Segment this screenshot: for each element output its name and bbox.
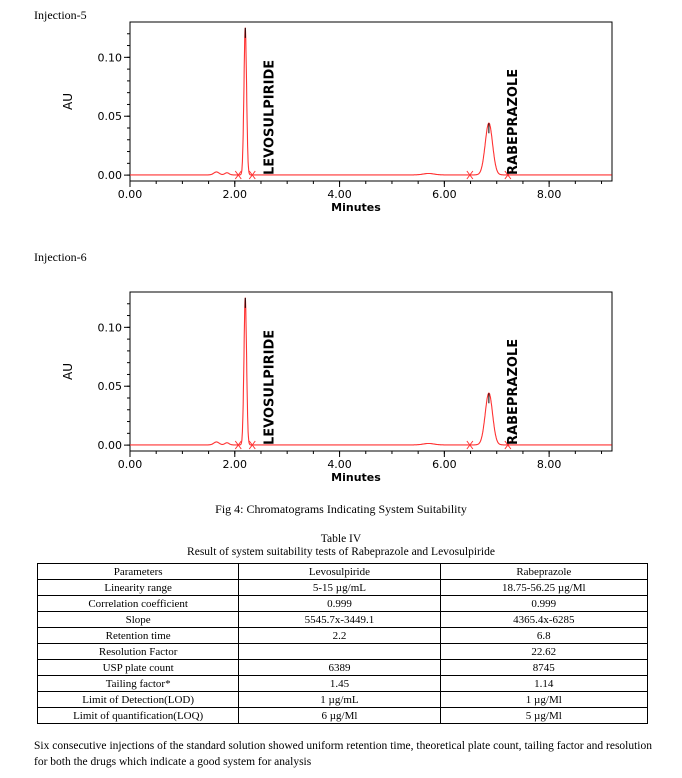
table-cell: Linearity range [38,580,239,596]
chromatogram-injection-6 [0,270,682,500]
table-cell: 8745 [440,660,647,676]
table-cell [239,644,440,660]
y-tick-label: 0.05 [97,110,122,124]
header-levosulpiride: Levosulpiride [239,564,440,580]
table-cell: 22.62 [440,644,647,660]
table-cell: Retention time [38,628,239,644]
system-suitability-table [37,563,648,724]
x-tick-label: 8.00 [536,188,562,201]
y-tick-label: 0.10 [97,321,122,335]
table-row [38,660,648,676]
table-cell: 1.14 [440,676,647,692]
y-tick-label: 0.00 [97,439,122,453]
table-row [38,692,648,708]
table-cell: Resolution Factor [38,644,239,660]
table-cell: 4365.4x-6285 [440,612,647,628]
x-axis-title: Minutes [331,471,381,484]
table-row [38,612,648,628]
y-tick-label: 0.10 [97,51,122,65]
table-header-row [38,564,648,580]
chromatogram-trace [130,298,612,445]
header-rabeprazole: Rabeprazole [440,564,647,580]
chromatogram-injection-5 [0,0,682,230]
table-cell: 0.999 [440,596,647,612]
table-cell: Limit of Detection(LOD) [38,692,239,708]
chromatogram-svg-2 [0,270,682,500]
panel-label-injection-6: Injection-6 [34,250,87,264]
x-axis-title: Minutes [331,201,381,214]
y-axis-title: AU [61,363,75,380]
x-tick-label: 2.00 [222,458,248,471]
table-cell: Tailing factor* [38,676,239,692]
x-tick-label: 6.00 [432,188,457,201]
chromatogram-svg-1 [0,0,682,230]
x-tick-label: 4.00 [327,188,352,201]
table-cell: 5545.7x-3449.1 [239,612,440,628]
table-cell: Limit of quantification(LOQ) [38,708,239,724]
table-cell: Correlation coefficient [38,596,239,612]
chromatogram-trace [130,28,612,175]
peak-label: LEVOSULPIRIDE [262,329,278,445]
table-cell: 6 µg/Ml [239,708,440,724]
figure-caption: Fig 4: Chromatograms Indicating System Suitability [215,502,467,516]
y-tick-label: 0.05 [97,380,122,394]
y-tick-label: 0.00 [97,169,122,183]
table-cell: 1 µg/Ml [440,692,647,708]
x-tick-label: 6.00 [432,458,457,471]
peak-label: RABEPRAZOLE [505,338,521,445]
table-cell: 1.45 [239,676,440,692]
table-cell: 2.2 [239,628,440,644]
header-parameters: Parameters [38,564,239,580]
table-cell: 6.8 [440,628,647,644]
table-cell: 18.75-56.25 µg/Ml [440,580,647,596]
plot-frame [130,292,612,451]
table-cell: 5 µg/Ml [440,708,647,724]
table-row [38,596,648,612]
x-tick-label: 8.00 [536,458,562,471]
peak-label: RABEPRAZOLE [505,68,521,175]
table-row [38,644,648,660]
table-row [38,676,648,692]
table-cell: Slope [38,612,239,628]
table-row [38,580,648,596]
conclusion-paragraph: Six consecutive injections of the standard solution showed uniform retention time, theoretical plate count, tailing factor and resolution for both the drugs which indicate a good system for analysis [34,740,652,768]
table-title: Result of system suitability tests of Rabeprazole and Levosulpiride [187,546,495,558]
table-cell: 6389 [239,660,440,676]
table-cell: 0.999 [239,596,440,612]
x-tick-label: 2.00 [222,188,248,201]
table-number: Table IV [320,533,362,545]
table-row [38,628,648,644]
x-tick-label: 4.00 [327,458,352,471]
panel-label-injection-5: Injection-5 [34,8,87,22]
peak-label: LEVOSULPIRIDE [262,59,278,175]
x-tick-label: 0.00 [117,458,143,471]
y-axis-title: AU [61,93,75,110]
x-tick-label: 0.00 [117,188,143,201]
table-cell: 5-15 µg/mL [239,580,440,596]
plot-frame [130,22,612,181]
table-cell: 1 µg/mL [239,692,440,708]
table-cell: USP plate count [38,660,239,676]
table-row [38,708,648,724]
